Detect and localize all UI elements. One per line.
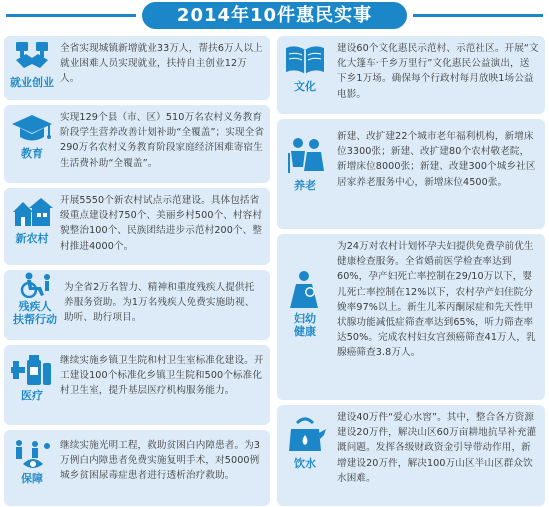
village-label: 新农村 <box>15 232 49 245</box>
medical-icon-box <box>8 353 56 402</box>
title-bar <box>0 0 549 30</box>
village-text: 开展5550个新农村试点示范建设。具体包括省级重点建设村750个、美丽乡村500个、村容村貌整治100个、民族团结进步示范村200个、整村推进4000个。 <box>60 195 263 252</box>
card-water <box>277 405 545 506</box>
handshake-icon <box>12 40 52 74</box>
elderly-icon-box <box>281 137 329 192</box>
card-medical <box>4 345 270 425</box>
women-icon-box <box>281 270 329 338</box>
card-education <box>4 105 270 183</box>
disability-icon-box <box>8 272 62 326</box>
water-text: 建设40万件“爱心水窖”。其中，整合各方资源建设20万件，解决山区60万亩耕地抗旱补充灌溉问题。发挥各级财政资金引导带动作用，新增建设20万件，解决100万山区半山区群众饮水困难。 <box>337 412 537 484</box>
water-icon-box <box>281 417 329 470</box>
employment-label: 就业创业 <box>10 76 54 89</box>
medical-text: 继续实施乡镇卫生院和村卫生室标准化建设。开工建设100个标准化乡镇卫生院和500个标准化村卫生室，提升基层医疗机构服务能力。 <box>60 355 264 397</box>
card-security <box>4 430 270 506</box>
education-icon-box <box>8 113 56 160</box>
card-women <box>277 234 545 400</box>
women-text: 为24万对农村计划怀孕夫妇提供免费孕前优生健康检查服务。全省婚前医学检查率达到60%，孕产妇死亡率控制在29/10万以下，婴儿死亡率控制在12%以下，农村孕产妇住院分娩率97%以上。新生儿苯丙酮尿症和先天性甲状腺功能减低症筛查率达到65%，听力筛查率达50%。完成农村妇女宫颈癌筛查41万人，乳腺癌筛查3.8万人。 <box>337 241 536 359</box>
mother-child-icon <box>284 270 326 310</box>
card-village <box>4 188 270 265</box>
book-icon <box>284 44 326 78</box>
disability-label-line1: 残疾人 <box>18 300 52 313</box>
education-text: 实现129个县（市、区）510万名农村义务教育阶段学生营养改善计划补助“全覆盖”；实现全省290万名农村义务教育阶段家庭经济困难寄宿生生活费补助“全覆盖”。 <box>60 112 265 169</box>
women-label-line2: 健康 <box>294 325 316 338</box>
education-label: 教育 <box>21 147 43 160</box>
culture-text: 建设60个文化惠民示范村、示范社区。开展“文化大篷车·千乡万里行”文化惠民公益演出，送下乡1万场。确保每个行政村每月放映1场公益电影。 <box>337 43 539 100</box>
card-disability <box>4 270 270 340</box>
water-kettle-icon <box>283 417 327 455</box>
village-icon-box <box>8 196 56 245</box>
employment-text: 全省实现城镇新增就业33万人，帮扶6万人以上就业困难人员实现就业，扶持自主创业12万人。 <box>60 43 263 85</box>
medicine-icon <box>11 353 53 387</box>
elderly-couple-icon <box>284 137 326 177</box>
card-elderly <box>277 119 545 229</box>
employment-icon-box <box>8 40 56 89</box>
security-label: 保障 <box>21 472 43 485</box>
water-label: 饮水 <box>294 457 316 470</box>
medical-label: 医疗 <box>21 389 43 402</box>
culture-label: 文化 <box>294 80 316 93</box>
security-text: 继续实施光明工程，救助贫困白内障患者。为3万例白内障患者免费实施复明手术，对5000例城乡贫困尿毒症患者进行透析治疗救助。 <box>60 440 261 482</box>
page-title: 2014年10件惠民实事 <box>142 2 407 29</box>
wheelchair-icon <box>15 272 55 298</box>
elderly-label: 养老 <box>294 179 316 192</box>
women-label-line1: 妇幼 <box>294 312 316 325</box>
culture-icon-box <box>281 44 329 93</box>
disability-text: 为全省2万名智力、精神和重度残疾人提供托养服务资助。为1万名残疾人免费实施助视、助听、助行项目。 <box>64 282 255 324</box>
title-rule-left <box>6 14 136 17</box>
elderly-text: 新建、改扩建22个城市老年福利机构，新增床位3300张；新建、改扩建80个农村敬老院，新增床位8000张；新建、改建300个城乡社区居家养老服务中心，新增床位4500张。 <box>337 131 536 188</box>
card-employment <box>4 36 270 100</box>
card-culture <box>277 36 545 114</box>
houses-icon <box>11 196 53 230</box>
graduation-cap-icon <box>11 113 53 145</box>
eye-care-icon <box>11 438 53 470</box>
disability-label-line2: 扶帮行动 <box>13 313 57 326</box>
title-rule-right <box>413 14 543 17</box>
security-icon-box <box>8 438 56 485</box>
